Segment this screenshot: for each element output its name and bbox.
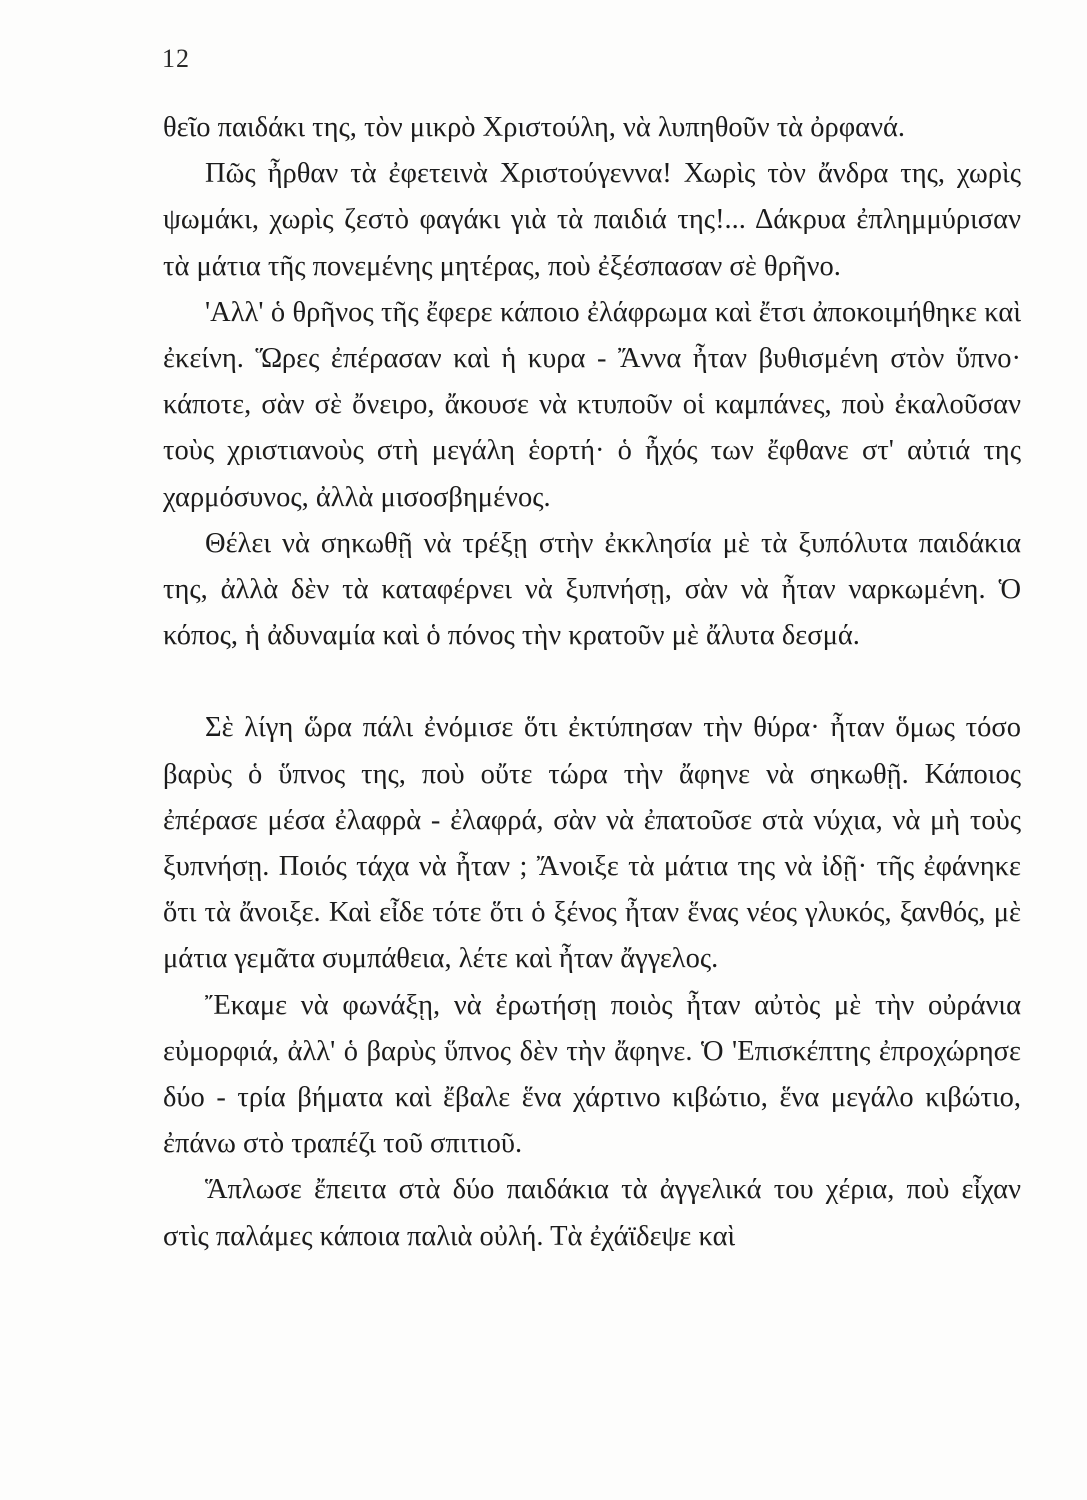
paragraph: Θέλει νὰ σηκωθῇ νὰ τρέξῃ στὴν ἐκκλησία μὲ τὰ ξυπόλυτα παιδάκια της, ἀλλὰ δὲν τὰ καταφέρνει νὰ ξυπνήσῃ, σὰν νὰ ἦταν ναρκωμένη. Ὁ κόπος, ἡ ἀδυναμία καὶ ὁ πόνος τὴν κρατοῦν μὲ ἄλυτα δεσμά. [163,527,1021,652]
paragraph: Πῶς ἦρθαν τὰ ἐφετεινὰ Χριστούγεννα! Χωρὶς τὸν ἄνδρα της, χωρὶς ψωμάκι, χωρὶς ζεστὸ φαγάκι γιὰ τὰ παιδιά της!... Δάκρυα ἐπλημμύρισαν τὰ μάτια τῆς πονεμένης μητέρας, ποὺ ἐξέσπασαν σὲ θρῆνο. [163,158,1021,282]
body-text [163,105,1021,1260]
paragraph: Ἔκαμε νὰ φωνάξῃ, νὰ ἐρωτήσῃ ποιὸς ἦταν αὐτὸς μὲ τὴν οὐράνια εὐμορφιά, ἀλλ' ὁ βαρὺς ὕπνος δὲν τὴν ἄφηνε. Ὁ 'Επισκέπτης ἐπροχώρησε δύο - τρία βήματα καὶ ἔβαλε ἕνα χάρτινο κιβώτιο, ἕνα μεγάλο κιβώτιο, ἐπάνω στὸ τραπέζι τοῦ σπιτιοῦ. [163,989,1021,1160]
paragraph: θεῖο παιδάκι της, τὸν μικρὸ Χριστούλη, νὰ λυπηθοῦν τὰ ὀρφανά. [163,112,906,143]
paragraph: 'Αλλ' ὁ θρῆνος τῆς ἔφερε κάποιο ἐλάφρωμα καὶ ἔτσι ἀποκοιμήθηκε καὶ ἐκείνη. Ὥρες ἐπέρασαν καὶ ἡ κυρα - Ἄννα ἦταν βυθισμένη στὸν ὕπνο· κάποτε, σὰν σὲ ὄνειρο, ἄκουσε νὰ κτυποῦν οἱ καμπάνες, ποὺ ἐκαλοῦσαν τοὺς χριστιανοὺς στὴ μεγάλη ἑορτή· ὁ ἦχός των ἔφθανε στ' αὐτιά της χαρμόσυνος, ἀλλὰ μισοσβημένος. [163,296,1021,513]
page-number: 12 [162,44,190,73]
paragraph: Ἅπλωσε ἔπειτα στὰ δύο παιδάκια τὰ ἀγγελικά του χέρια, ποὺ εἶχαν στὶς παλάμες κάποια παλιὰ οὐλή. Τὰ ἐχάϊδεψε καὶ [163,1174,1021,1252]
paragraph: Σὲ λίγη ὥρα πάλι ἐνόμισε ὅτι ἐκτύπησαν τὴν θύρα· ἦταν ὅμως τόσο βαρὺς ὁ ὕπνος της, ποὺ οὔτε τώρα τὴν ἄφηνε νὰ σηκωθῇ. Κάποιος ἐπέρασε μέσα ἐλαφρὰ - ἐλαφρά, σὰν νὰ ἐπατοῦσε στὰ νύχια, νὰ μὴ τοὺς ξυπνήσῃ. Ποιός τάχα νὰ ἦταν ; Ἄνοιξε τὰ μάτια της νὰ ἰδῇ· τῆς ἐφάνηκε ὅτι τὰ ἄνοιξε. Καὶ εἶδε τότε ὅτι ὁ ξένος ἦταν ἕνας νέος γλυκός, ξανθός, μὲ μάτια γεμᾶτα συμπάθεια, λέτε καὶ ἦταν ἄγγελος. [163,712,1021,975]
